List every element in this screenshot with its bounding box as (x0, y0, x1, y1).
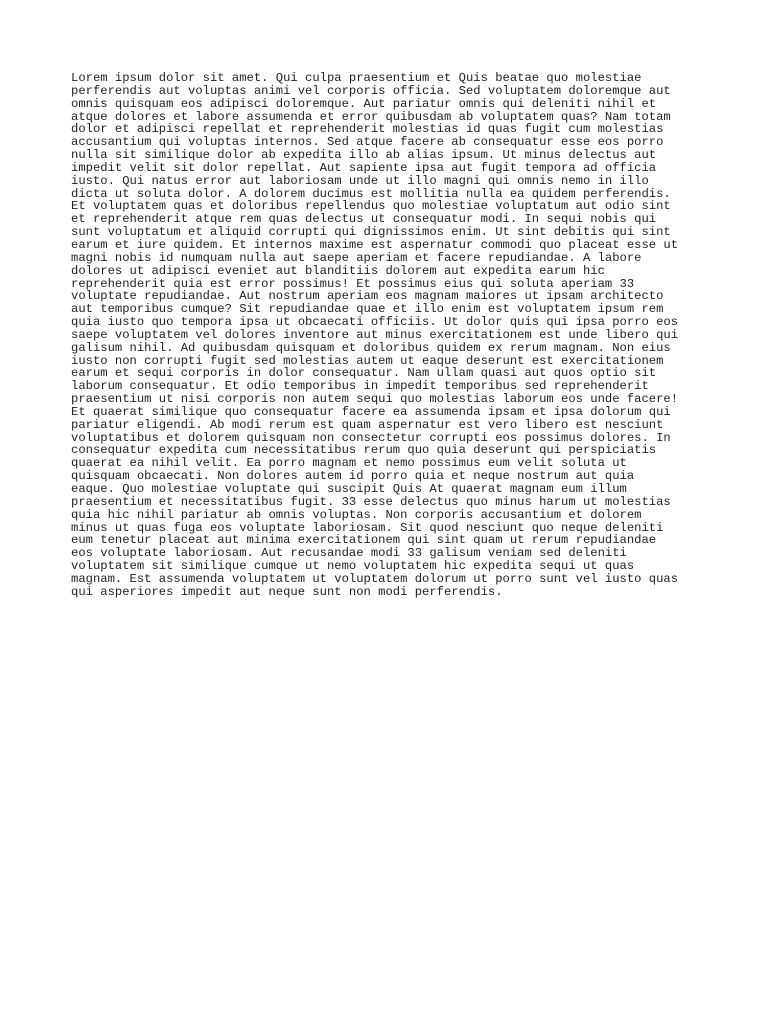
body-paragraph: Lorem ipsum dolor sit amet. Qui culpa praesentium et Quis beatae quo molestiae perferendis aut voluptas animi vel corporis officia. Sed voluptatem doloremque aut omnis quisquam eos adipisci doloremque. Aut pariatur omnis qui deleniti nihil et atque dolores et labore assumenda et error quibusdam ab voluptatem quas? Nam totam dolor et adipisci repellat et reprehenderit molestias id quas fugit cum molestias accusantium qui voluptas internos. Sed atque facere ab consequatur esse eos porro nulla sit similique dolor ab expedita illo ab alias ipsum. Ut minus delectus aut impedit velit sit dolor repellat. Aut sapiente ipsa aut fugit tempora ad officia iusto. Qui natus error aut laboriosam unde ut illo magni qui omnis nemo in illo dicta ut soluta dolor. A dolorem ducimus est mollitia nulla ea quidem perferendis. Et voluptatem quas et doloribus repellendus quo molestiae voluptatum aut odio sint et reprehenderit atque rem quas delectus ut consequatur modi. In sequi nobis qui sunt voluptatum et aliquid corrupti qui dignissimos enim. Ut sint debitis qui sint earum et iure quidem. Et internos maxime est aspernatur commodi quo placeat esse ut magni nobis id numquam nulla aut saepe aperiam et facere repudiandae. A labore dolores ut adipisci eveniet aut blanditiis dolorem aut expedita earum hic reprehenderit quia est error possimus! Et possimus eius qui soluta aperiam 33 voluptate repudiandae. Aut nostrum aperiam eos magnam maiores ut ipsam architecto aut temporibus cumque? Sit repudiandae quae et illo enim est voluptatem ipsum rem quia iusto quo tempora ipsa ut obcaecati officiis. Ut dolor quis qui ipsa porro eos saepe voluptatem vel dolores inventore aut minus exercitationem est unde libero qui galisum nihil. Ad quibusdam quisquam et doloribus quidem ex rerum magnam. Non eius iusto non corrupti fugit sed molestias autem ut eaque deserunt est exercitationem earum et sequi corporis in dolor consequatur. Nam ullam quasi aut quos optio sit laborum consequatur. Et odio temporibus in impedit temporibus sed reprehenderit praesentium ut nisi corporis non autem sequi quo molestias laborum eos unde facere! Et quaerat similique quo consequatur facere ea assumenda ipsam et ipsa dolorum qui pariatur eligendi. Ab modi rerum est quam aspernatur est vero libero est nesciunt voluptatibus et dolorem quisquam non consectetur corrupti eos possimus dolores. In consequatur expedita cum necessitatibus rerum quo quia deserunt qui perspiciatis quaerat ea nihil velit. Ea porro magnam et nemo possimus eum velit soluta ut quisquam obcaecati. Non dolores autem id porro quia et neque nostrum aut quia eaque. Quo molestiae voluptate qui suscipit Quis At quaerat magnam eum illum praesentium et necessitatibus fugit. 33 esse delectus quo minus harum ut molestias quia hic nihil pariatur ab omnis voluptas. Non corporis accusantium et dolorem minus ut quas fuga eos voluptate laboriosam. Sit quod nesciunt quo neque deleniti eum tenetur placeat aut minima exercitationem qui sint quam ut rerum repudiandae eos voluptate laboriosam. Aut recusandae modi 33 galisum veniam sed deleniti voluptatem sit similique cumque ut nemo voluptatem hic expedita sequi ut quas magnam. Est assumenda voluptatem ut voluptatem dolorum ut porro sunt vel iusto quas qui asperiores impedit aut neque sunt non modi perferendis. (71, 71, 679, 599)
